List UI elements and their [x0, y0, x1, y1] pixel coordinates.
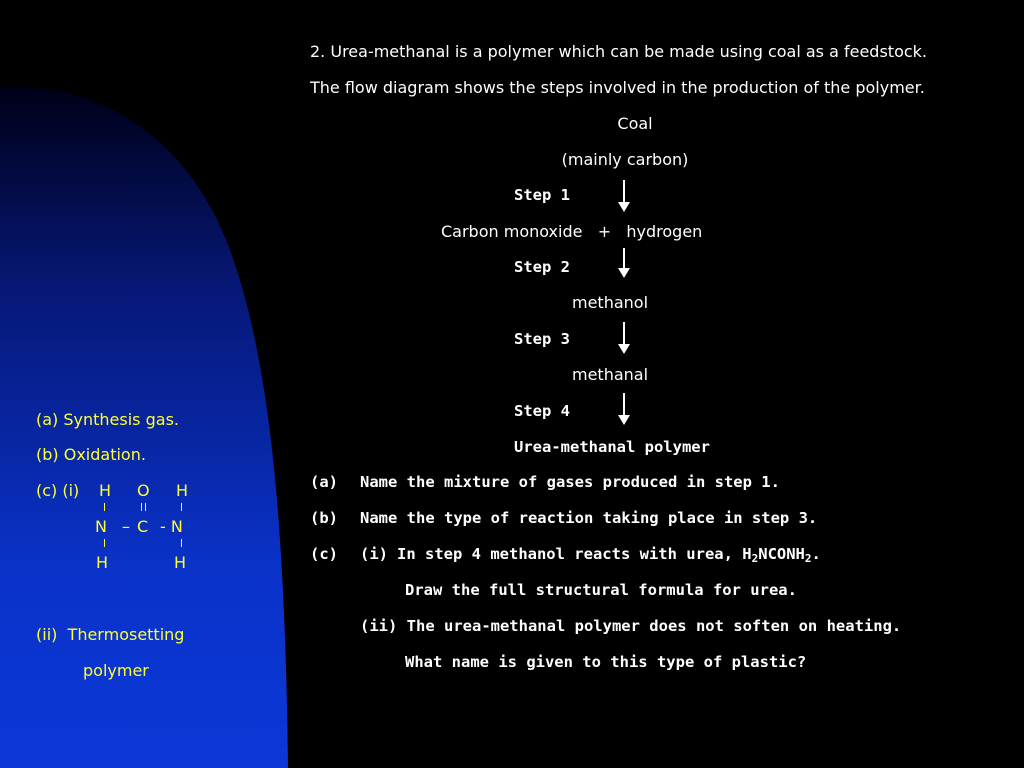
flow-step-4: Step 4 — [514, 402, 570, 420]
formula-top-left-h: H — [99, 481, 112, 500]
flow-product-3: methanal — [572, 365, 649, 384]
part-a-text: Name the mixture of gases produced in step 1. — [360, 473, 780, 491]
formula-bond-bottom-left — [104, 539, 105, 547]
flow-product-1: Carbon monoxide + hydrogen — [441, 222, 703, 241]
flow-step-3: Step 3 — [514, 330, 570, 348]
flow-step-1: Step 1 — [514, 186, 570, 204]
part-b-text: Name the type of reaction taking place in step 3. — [360, 509, 818, 527]
formula-dash-1: – — [122, 517, 130, 536]
part-c-i-label: (i) — [360, 545, 388, 563]
flow-arrow-3 — [623, 322, 625, 352]
flow-product-2: methanol — [572, 293, 649, 312]
answer-a: (a) Synthesis gas. — [36, 410, 179, 429]
flow-product-4: Urea-methanal polymer — [514, 438, 710, 456]
part-a-label: (a) — [310, 473, 338, 491]
part-c-i-text: In step 4 methanol reacts with urea, $H_2NCONH_2$. — [397, 545, 821, 565]
flow-coal-note: (mainly carbon) — [561, 150, 689, 169]
formula-left-n: N — [95, 517, 107, 536]
part-b-label: (b) — [310, 509, 338, 527]
formula-bond-bottom-right — [181, 539, 182, 547]
formula-top-o: O — [137, 481, 150, 500]
part-c-label: (c) — [310, 545, 338, 563]
flow-arrow-1 — [623, 180, 625, 210]
formula-bond-top-right — [181, 503, 182, 511]
answer-b: (b) Oxidation. — [36, 445, 146, 464]
formula-bottom-right-h: H — [174, 553, 187, 572]
flow-arrow-2 — [623, 248, 625, 276]
question-intro-2: The flow diagram shows the steps involved in the production of the polymer. — [310, 78, 925, 97]
formula-c: C — [137, 517, 149, 536]
part-c-i-line2: Draw the full structural formula for urea. — [405, 581, 797, 599]
formula-bond-top-left — [104, 503, 105, 511]
formula-bond-double-1 — [141, 503, 142, 511]
part-c-ii-line2: What name is given to this type of plastic? — [405, 653, 807, 671]
answer-c-ii-line1: (ii) Thermosetting — [36, 625, 185, 644]
part-c-ii-line1: (ii) The urea-methanal polymer does not soften on heating. — [360, 617, 902, 635]
flow-coal: Coal — [617, 114, 653, 133]
formula-bond-double-2 — [145, 503, 146, 511]
flow-arrow-4 — [623, 393, 625, 423]
formula-dash-2: - N — [160, 517, 183, 536]
answer-c-ii-line2: polymer — [83, 661, 149, 680]
answer-c-prefix: (c) (i) — [36, 481, 80, 500]
question-intro-1: 2. Urea-methanal is a polymer which can be made using coal as a feedstock. — [310, 42, 927, 61]
formula-top-right-h: H — [176, 481, 189, 500]
formula-bottom-left-h: H — [96, 553, 109, 572]
flow-step-2: Step 2 — [514, 258, 570, 276]
